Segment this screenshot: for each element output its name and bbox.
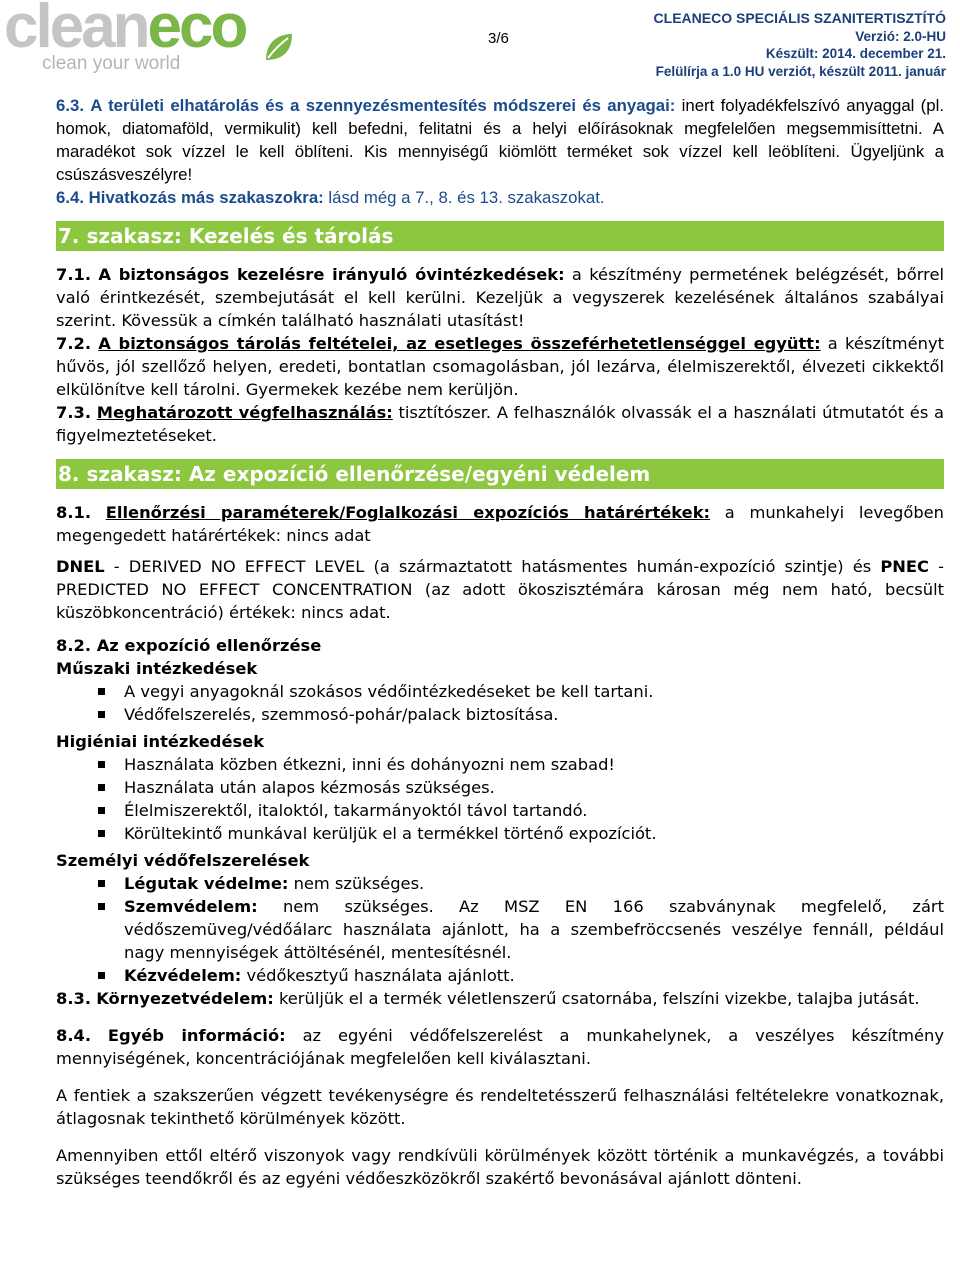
section-number: 8.2. xyxy=(56,636,92,655)
company-name: CLEANECO SPECIÁLIS SZANITERTISZTÍTÓ xyxy=(653,10,946,26)
document-body xyxy=(56,94,944,1190)
list-item xyxy=(124,872,944,895)
section-heading: Az expozíció ellenőrzése xyxy=(96,636,322,655)
list-item: Használata közben étkezni, inni és dohányozni nem szabad! xyxy=(124,753,944,776)
logo-tagline: clean your world xyxy=(42,53,181,74)
ppe-text: védőkesztyű használata ajánlott. xyxy=(241,966,515,985)
section-number: 7.3. xyxy=(56,403,92,422)
section-8-3 xyxy=(56,987,944,1010)
section-8-title-bar xyxy=(56,459,944,489)
footer-paragraph-1: A fentiek a szakszerűen végzett tevékenységre és rendeltetésszerű felhasználási feltételekre vonatkoznak, átlagosnak tekinthető körülmények között. xyxy=(56,1086,944,1128)
section-text: a munkahelyi levegőben megengedett határértékek: nincs adat xyxy=(56,503,944,545)
page-header xyxy=(0,0,960,80)
section-heading: Meghatározott végfelhasználás: xyxy=(96,403,393,422)
ppe-list xyxy=(56,872,944,987)
section-number: 7.1. xyxy=(56,265,92,284)
list-item: Használata után alapos kézmosás szükséges. xyxy=(124,776,944,799)
list-item: Élelmiszerektől, italoktól, takarmányoktól távol tartandó. xyxy=(124,799,944,822)
section-7-title: 7. szakasz: Kezelés és tárolás xyxy=(58,224,394,248)
logo-word-eco: eco xyxy=(147,0,246,61)
section-text: inert folyadékfelszívó anyaggal (pl. homok, diatomaföld, vermikulit) kell befedni, felitatni és a helyi előírásoknak megfelelően megsemmisíttetni. A maradékot sok vízzel le kell öblíteni. Kis mennyiségű kiömlött terméket sok vízzel kell leöblíteni. Ügyeljünk a csúszásveszélyre! xyxy=(56,96,944,184)
hygiene-measures-heading: Higiéniai intézkedések xyxy=(56,732,265,751)
pnec-abbr: PNEC xyxy=(880,557,929,576)
section-number: 7.2. xyxy=(56,334,92,353)
technical-measures-list xyxy=(56,680,944,726)
section-heading: Egyéb információ: xyxy=(107,1026,286,1045)
list-item: Körültekintő munkával kerüljük el a termékkel történő expozíciót. xyxy=(124,822,944,845)
section-text: kerüljük el a termék véletlenszerű csatornába, felszíni vizekbe, talajba jutását. xyxy=(273,989,920,1008)
dnel-abbr: DNEL xyxy=(56,557,105,576)
section-8-title: 8. szakasz: Az expozíció ellenőrzése/egyéni védelem xyxy=(58,462,651,486)
ppe-label: Légutak védelme: xyxy=(124,874,289,893)
section-8-4 xyxy=(56,1024,944,1070)
section-7-1 xyxy=(56,263,944,332)
section-heading: A biztonságos kezelésre irányuló óvintézkedések: xyxy=(98,265,565,284)
section-8-1 xyxy=(56,501,944,547)
section-number: 8.4. xyxy=(56,1026,92,1045)
supersedes-note: Felülírja a 1.0 HU verziót, készült 2011. január xyxy=(655,63,946,79)
section-heading: Hivatkozás más szakaszokra: xyxy=(88,188,324,207)
pnec-text: - PREDICTED NO EFFECT CONCENTRATION (az adott ökoszisztémára károsan még nem ható, becsült küszöbkoncentráció) értékek: nincs adat. xyxy=(56,557,944,622)
list-item xyxy=(124,964,944,987)
section-heading: A biztonságos tárolás feltételei, az esetleges összeférhetetlenséggel együtt: xyxy=(98,334,821,353)
dnel-pnec-paragraph xyxy=(56,555,944,624)
document-info xyxy=(654,10,946,80)
list-item xyxy=(124,895,944,964)
section-heading: Ellenőrzési paraméterek/Foglalkozási expozíciós határértékek: xyxy=(105,503,711,522)
section-7-2 xyxy=(56,332,944,401)
cleaneco-logo xyxy=(4,2,304,76)
section-7-3 xyxy=(56,401,944,447)
section-8-2-heading xyxy=(56,634,944,657)
logo-word-clean: clean xyxy=(4,0,148,61)
page-number: 3/6 xyxy=(488,30,509,47)
section-text: a készítmény permetének belégzését, bőrrel való érintkezését, szembejutását el kell kerülni. Kezeljük a vegyszerek kezelésének általános szabályai szerint. Kövessük a címkén található használati utasítást! xyxy=(56,265,944,330)
section-heading: Környezetvédelem: xyxy=(96,989,274,1008)
section-text: a készítményt hűvös, jól szellőző helyen, eredeti, bontatlan csomagolásban, jól lezárva, élelmiszerektől, élvezeti cikkektől elkülönítve kell tárolni. Gyermekek kezébe nem kerüljön. xyxy=(56,334,944,399)
section-text: az egyéni védőfelszerelést a munkahelynek, a veszélyes készítmény mennyiségének, koncentrációjának megfelelően kell kiválasztani. xyxy=(56,1026,944,1068)
ppe-label: Szemvédelem: xyxy=(124,897,258,916)
dnel-text: - DERIVED NO EFFECT LEVEL (a származtatott hatásmentes humán-expozíció szintje) és xyxy=(104,557,881,576)
section-7-title-bar xyxy=(56,221,944,251)
version-label: Verzió: 2.0-HU xyxy=(855,28,946,44)
ppe-text: nem szükséges. xyxy=(288,874,425,893)
list-item: A vegyi anyagoknál szokásos védőintézkedéseket be kell tartani. xyxy=(124,680,944,703)
section-text: lásd még a 7., 8. és 13. szakaszokat. xyxy=(323,188,605,207)
created-date: Készült: 2014. december 21. xyxy=(765,46,946,61)
technical-measures-heading: Műszaki intézkedések xyxy=(56,659,258,678)
list-item: Védőfelszerelés, szemmosó-pohár/palack biztosítása. xyxy=(124,703,944,726)
footer-paragraph-2: Amennyiben ettől eltérő viszonyok vagy rendkívüli körülmények között történik a munkavégzés, a további szükséges teendőkről és az egyéni védőeszközökről szakértő bevonásával ajánlott dönteni. xyxy=(56,1146,944,1188)
ppe-label: Kézvédelem: xyxy=(124,966,242,985)
section-number: 6.3. xyxy=(56,96,84,115)
ppe-text: nem szükséges. Az MSZ EN 166 szabványnak megfelelő, zárt védőszemüveg/védőálarc használata ajánlott, ha a szembefröccsenés veszélye fennáll, például nagy mennyiségek áttöltésénél, mentesítésnél. xyxy=(124,897,944,962)
section-number: 8.3. xyxy=(56,989,92,1008)
section-6-4 xyxy=(56,186,944,209)
section-text: tisztítószer. A felhasználók olvassák el a használati útmutatót és a figyelmeztetéseket. xyxy=(56,403,944,445)
section-6-3 xyxy=(56,94,944,186)
section-number: 8.1. xyxy=(56,503,92,522)
section-heading: A területi elhatárolás és a szennyezésmentesítés módszerei és anyagai: xyxy=(90,96,676,115)
hygiene-measures-list xyxy=(56,753,944,845)
ppe-heading: Személyi védőfelszerelések xyxy=(56,851,310,870)
leaf-icon xyxy=(262,30,296,64)
section-number: 6.4. xyxy=(56,188,84,207)
